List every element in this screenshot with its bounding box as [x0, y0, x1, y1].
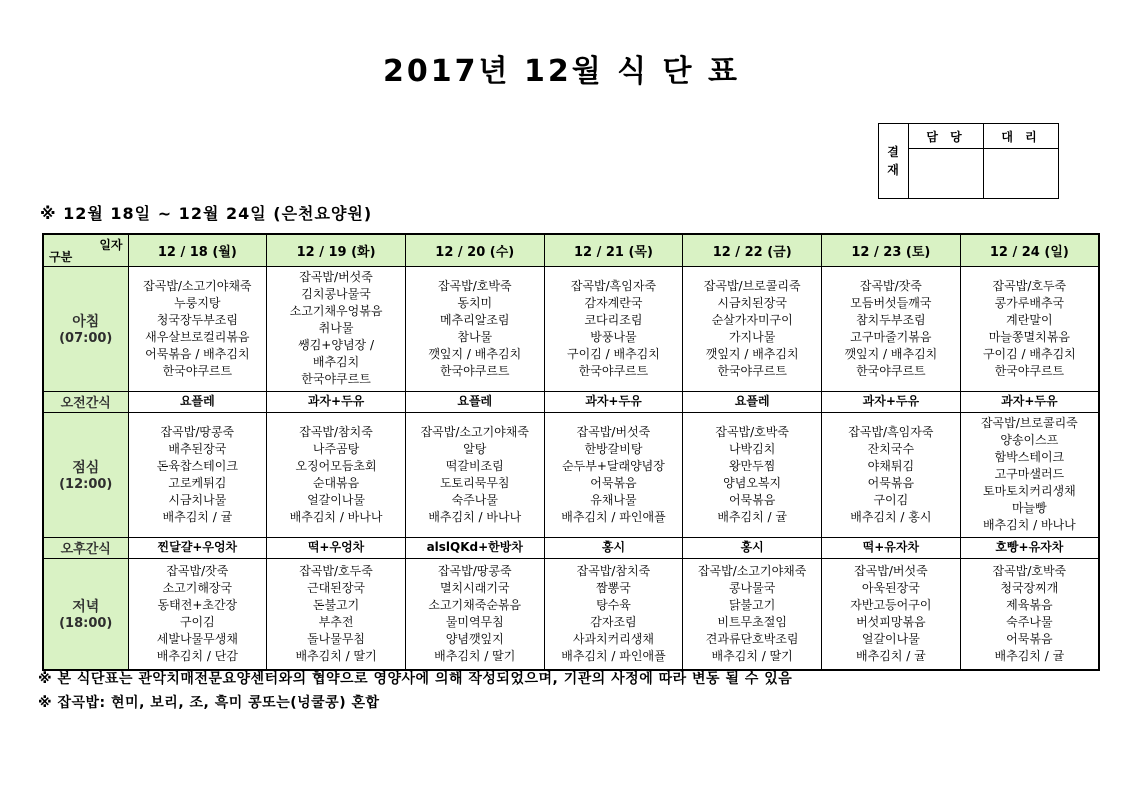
menu-item: 잡곡밥/호박죽 [715, 424, 789, 439]
menu-item: 과자+두유 [862, 394, 920, 408]
menu-item: 방풍나물 [590, 329, 637, 344]
menu-row-pm-snack [43, 537, 1099, 558]
menu-item: 견과류단호박조림 [705, 631, 799, 646]
menu-item: 잡곡밥/버섯죽 [299, 270, 373, 284]
menu-cell-pm-snack-day6 [822, 537, 961, 558]
menu-item: 콩가루배추국 [994, 295, 1065, 310]
approval-col-daeri: 대 리 [984, 124, 1059, 149]
menu-item: 배추김치 / 홍시 [850, 509, 932, 524]
menu-item: 얼갈이나물 [861, 631, 920, 646]
menu-item: 비트무초절임 [717, 614, 787, 629]
menu-item: 어묵볶음 [728, 492, 776, 507]
approval-sign-cell-damdang [909, 149, 984, 199]
menu-item: 야채튀김 [867, 458, 915, 473]
menu-item: 고로케튀김 [168, 475, 227, 490]
menu-item: 배추김치 / 파인애플 [561, 648, 666, 663]
menu-item: 순살가자미구이 [711, 312, 793, 327]
menu-item: 사과치커리생채 [572, 631, 655, 646]
row-label-pm-snack [43, 537, 128, 558]
approval-label: 결재 [887, 145, 900, 177]
menu-item: 김치콩나물국 [301, 287, 371, 301]
menu-item: 배추된장국 [168, 441, 227, 456]
menu-item: 마늘빵 [1011, 501, 1047, 515]
date-header: 12 / 22 (금) [683, 234, 822, 266]
menu-cell-am-snack-day1 [128, 391, 267, 412]
menu-item: 잡곡밥/잣죽 [166, 563, 229, 578]
menu-item: 청국장두부조림 [156, 312, 238, 327]
menu-item: 배추김치 / 바나나 [428, 509, 522, 524]
menu-cell-dinner-day5 [683, 558, 822, 670]
date-header: 12 / 20 (수) [405, 234, 544, 266]
menu-item: 참치두부조림 [856, 312, 926, 327]
row-label-breakfast [43, 266, 128, 391]
menu-item: 한국야쿠르트 [162, 363, 233, 378]
menu-item: 물미역무침 [445, 614, 504, 629]
menu-cell-lunch-day6 [822, 412, 961, 537]
menu-item: 호빵+유자차 [995, 540, 1064, 554]
menu-row-dinner [43, 558, 1099, 670]
menu-item: 찐달걀+우엉차 [157, 540, 238, 554]
menu-item: 알탕 [463, 441, 487, 456]
menu-item: alslQKd+한방차 [426, 540, 523, 554]
menu-item: 잡곡밥/잣죽 [859, 278, 922, 293]
menu-item: 잡곡밥/소고기야채죽 [697, 563, 807, 578]
menu-item: 잡곡밥/참치죽 [299, 424, 373, 439]
corner-label-category: 구분 [49, 249, 73, 264]
menu-item: 잡곡밥/브로콜리죽 [703, 278, 801, 293]
date-header: 12 / 21 (목) [544, 234, 683, 266]
menu-cell-lunch-day1 [128, 412, 267, 537]
menu-item: 참나물 [457, 329, 493, 344]
menu-item: 동치미 [457, 295, 493, 310]
week-range-subtitle: ※ 12월 18일 ~ 12월 24일 (은천요양원) [40, 204, 373, 223]
menu-item: 한국야쿠르트 [856, 363, 926, 378]
menu-item: 도토리묵무침 [439, 475, 510, 490]
menu-cell-am-snack-day5 [683, 391, 822, 412]
menu-item: 함박스테이크 [994, 450, 1065, 464]
menu-item: 쌩김+양념장 / [298, 338, 374, 352]
footnotes [38, 667, 1098, 715]
menu-item: 계란말이 [1006, 312, 1053, 327]
menu-item: 잡곡밥/흑임자죽 [848, 424, 934, 439]
menu-item: 어묵볶음 [590, 475, 637, 490]
menu-item: 떡+우엉차 [307, 540, 365, 554]
menu-item: 잡곡밥/땅콩죽 [437, 563, 512, 578]
row-label-am-snack [43, 391, 128, 412]
menu-item: 버섯피망볶음 [856, 614, 926, 629]
menu-item: 유채나물 [590, 492, 637, 507]
menu-item: 나박김치 [728, 441, 776, 456]
row-label-text: 저녁 [72, 599, 100, 616]
date-header: 12 / 23 (토) [822, 234, 961, 266]
row-label-lunch [43, 412, 128, 537]
menu-item: 한국야쿠르트 [301, 372, 371, 386]
menu-item: 고구마줄기볶음 [850, 329, 932, 344]
menu-item: 짬뽕국 [596, 580, 631, 595]
menu-item: 양념깻잎지 [445, 631, 504, 646]
menu-item: 요플레 [179, 394, 215, 408]
menu-item: 구이김 / 배추김치 [982, 346, 1076, 361]
menu-item: 돌나물무침 [307, 631, 366, 646]
menu-item: 양송이스프 [1000, 433, 1059, 447]
menu-item: 잡곡밥/땅콩죽 [160, 424, 235, 439]
menu-item: 근대된장국 [307, 580, 366, 595]
menu-item: 배추김치 / 바나나 [289, 509, 383, 524]
menu-cell-dinner-day2 [267, 558, 406, 670]
menu-item: 마늘쫑멸치볶음 [988, 329, 1070, 344]
menu-item: 나주곰탕 [312, 441, 360, 456]
menu-item: 코다리조림 [584, 312, 643, 327]
menu-item: 한국야쿠르트 [578, 363, 649, 378]
menu-item: 배추김치 [312, 355, 360, 369]
menu-item: 돈불고기 [312, 597, 360, 612]
menu-cell-am-snack-day2 [267, 391, 406, 412]
menu-item: 메추리알조림 [439, 312, 510, 327]
menu-item: 잡곡밥/참치죽 [576, 563, 651, 578]
menu-item: 잡곡밥/호두죽 [299, 563, 373, 578]
corner-cell [43, 234, 128, 266]
menu-item: 어묵볶음 [1006, 631, 1053, 646]
menu-item: 과자+두유 [585, 394, 642, 408]
date-header: 12 / 18 (월) [128, 234, 267, 266]
menu-cell-breakfast-day4 [544, 266, 683, 391]
menu-cell-lunch-day4 [544, 412, 683, 537]
menu-item: 요플레 [457, 394, 493, 408]
row-label-text: 오후간식 [60, 542, 111, 557]
menu-item: 얼갈이나물 [307, 492, 366, 507]
menu-cell-pm-snack-day3 [405, 537, 544, 558]
menu-item: 가지나물 [728, 329, 776, 344]
menu-item: 잡곡밥/호박죽 [437, 278, 512, 293]
menu-item: 숙주나물 [451, 492, 498, 507]
menu-cell-breakfast-day7 [960, 266, 1099, 391]
menu-cell-lunch-day5 [683, 412, 822, 537]
menu-item: 왕만두찜 [728, 458, 776, 473]
row-label-text: 아침 [72, 314, 100, 330]
menu-item: 취나물 [318, 321, 354, 335]
approval-sign-cell-daeri [984, 149, 1059, 199]
menu-item: 한국야쿠르트 [439, 363, 510, 378]
menu-item: 감자조림 [590, 614, 637, 629]
menu-item: 양념오복지 [723, 475, 782, 490]
menu-item: 잡곡밥/브로콜리죽 [980, 416, 1078, 430]
menu-item: 잔치국수 [867, 441, 915, 456]
menu-item: 구이김 / 배추김치 [567, 346, 660, 361]
row-label-time: (12:00) [59, 477, 113, 492]
menu-item: 깻잎지 / 배추김치 [705, 346, 799, 361]
menu-item: 감자계란국 [584, 295, 643, 310]
menu-item: 모듬버섯들깨국 [850, 295, 932, 310]
menu-item: 깻잎지 / 배추김치 [844, 346, 938, 361]
menu-item: 한국야쿠르트 [994, 363, 1065, 378]
menu-item: 배추김치 / 딸기 [434, 648, 516, 663]
row-label-text: 오전간식 [60, 396, 111, 411]
menu-item: 새우살브로컬리볶음 [145, 329, 250, 344]
menu-item: 배추김치 / 귤 [856, 648, 926, 663]
menu-item: 순두부+달래양념장 [562, 458, 665, 473]
menu-item: 부추전 [318, 614, 354, 629]
menu-row-am-snack [43, 391, 1099, 412]
menu-cell-breakfast-day2 [267, 266, 406, 391]
date-header: 12 / 24 (일) [960, 234, 1099, 266]
menu-item: 배추김치 / 딸기 [295, 648, 377, 663]
menu-cell-am-snack-day6 [822, 391, 961, 412]
menu-item: 아욱된장국 [861, 580, 920, 595]
menu-item: 배추김치 / 귤 [717, 509, 787, 524]
menu-item: 소고기해장국 [162, 580, 233, 595]
approval-label-cell [879, 124, 909, 199]
corner-label-date: 일자 [99, 238, 123, 252]
menu-item: 배추김치 / 딸기 [711, 648, 793, 663]
approval-box [878, 123, 1059, 199]
menu-cell-breakfast-day3 [405, 266, 544, 391]
menu-table [42, 233, 1100, 671]
approval-col-damdang: 담 당 [909, 124, 984, 149]
menu-cell-pm-snack-day2 [267, 537, 406, 558]
menu-item: 돈육찹스테이크 [156, 458, 238, 473]
menu-item: 잡곡밥/버섯죽 [854, 563, 928, 578]
menu-item: 떡+유자차 [862, 540, 920, 554]
date-header-row [43, 234, 1099, 266]
menu-item: 어묵볶음 / 배추김치 [145, 346, 250, 361]
menu-item: 자반고등어구이 [850, 597, 932, 612]
row-label-text: 점심 [72, 460, 100, 476]
menu-item: 세발나물무생채 [156, 631, 238, 646]
menu-item: 탕수육 [596, 597, 631, 612]
menu-row-breakfast [43, 266, 1099, 391]
menu-item: 오징어모듬초회 [295, 458, 377, 473]
footnote-grain: ※ 잡곡밥: 현미, 보리, 조, 흑미 콩또는(넝쿨콩) 혼합 [38, 695, 380, 711]
menu-cell-dinner-day4 [544, 558, 683, 670]
menu-item: 배추김치 / 귤 [994, 648, 1065, 663]
menu-cell-pm-snack-day5 [683, 537, 822, 558]
menu-item: 숙주나물 [1006, 614, 1053, 629]
menu-item: 배추김치 / 귤 [162, 509, 233, 524]
menu-item: 어묵볶음 [867, 475, 915, 490]
menu-item: 배추김치 / 단감 [156, 648, 238, 663]
menu-cell-lunch-day7 [960, 412, 1099, 537]
menu-item: 고구마샐러드 [994, 467, 1065, 481]
menu-item: 한국야쿠르트 [717, 363, 787, 378]
page-title: 2017년 12월 식 단 표 [383, 54, 740, 89]
menu-cell-am-snack-day4 [544, 391, 683, 412]
menu-item: 잡곡밥/버섯죽 [576, 424, 651, 439]
menu-cell-breakfast-day6 [822, 266, 961, 391]
menu-item: 배추김치 / 파인애플 [561, 509, 666, 524]
menu-item: 요플레 [734, 394, 770, 408]
menu-item: 제육볶음 [1006, 597, 1053, 612]
menu-item: 깻잎지 / 배추김치 [428, 346, 522, 361]
menu-item: 과자+두유 [307, 394, 365, 408]
menu-item: 잡곡밥/소고기야채죽 [143, 278, 252, 293]
menu-item: 잡곡밥/호박죽 [992, 563, 1067, 578]
menu-cell-breakfast-day1 [128, 266, 267, 391]
menu-item: 순대볶음 [312, 475, 360, 490]
menu-cell-dinner-day1 [128, 558, 267, 670]
menu-cell-lunch-day2 [267, 412, 406, 537]
menu-item: 구이김 [873, 492, 909, 507]
row-label-time: (07:00) [59, 331, 113, 346]
menu-cell-dinner-day3 [405, 558, 544, 670]
menu-row-lunch [43, 412, 1099, 537]
menu-item: 닭불고기 [728, 597, 776, 612]
menu-item: 콩나물국 [728, 580, 776, 595]
menu-item: 소고기채죽순볶음 [428, 597, 522, 612]
menu-cell-lunch-day3 [405, 412, 544, 537]
menu-cell-pm-snack-day7 [960, 537, 1099, 558]
footnote-source: ※ 본 식단표는 관악치매전문요양센터와의 협약으로 영양사에 의해 작성되었으며, 기관의 사정에 따라 변동 될 수 있음 [38, 671, 793, 687]
menu-cell-pm-snack-day4 [544, 537, 683, 558]
menu-item: 홍시 [740, 540, 764, 554]
menu-item: 배추김치 / 바나나 [982, 518, 1076, 532]
menu-cell-am-snack-day3 [405, 391, 544, 412]
menu-item: 구이김 [179, 614, 215, 629]
menu-item: 과자+두유 [1001, 394, 1058, 408]
menu-item: 토마토치커리생채 [982, 484, 1076, 498]
menu-item: 멸치시래기국 [439, 580, 510, 595]
menu-item: 소고기채우엉볶음 [289, 304, 383, 318]
menu-item: 잡곡밥/흑임자죽 [570, 278, 657, 293]
menu-item: 누룽지탕 [174, 295, 221, 310]
menu-cell-breakfast-day5 [683, 266, 822, 391]
menu-cell-pm-snack-day1 [128, 537, 267, 558]
menu-item: 한방갈비탕 [584, 441, 643, 456]
menu-item: 시금치된장국 [717, 295, 787, 310]
menu-cell-am-snack-day7 [960, 391, 1099, 412]
menu-item: 청국장찌개 [1000, 580, 1059, 595]
menu-item: 시금치나물 [168, 492, 227, 507]
row-label-dinner [43, 558, 128, 670]
menu-item: 떡갈비조림 [445, 458, 504, 473]
menu-cell-dinner-day7 [960, 558, 1099, 670]
menu-item: 잡곡밥/소고기야채죽 [420, 424, 529, 439]
row-label-time: (18:00) [59, 616, 113, 632]
menu-cell-dinner-day6 [822, 558, 961, 670]
date-header: 12 / 19 (화) [267, 234, 406, 266]
menu-item: 홍시 [601, 540, 626, 554]
menu-item: 잡곡밥/호두죽 [992, 278, 1067, 293]
menu-item: 동태전+초간장 [157, 597, 238, 612]
